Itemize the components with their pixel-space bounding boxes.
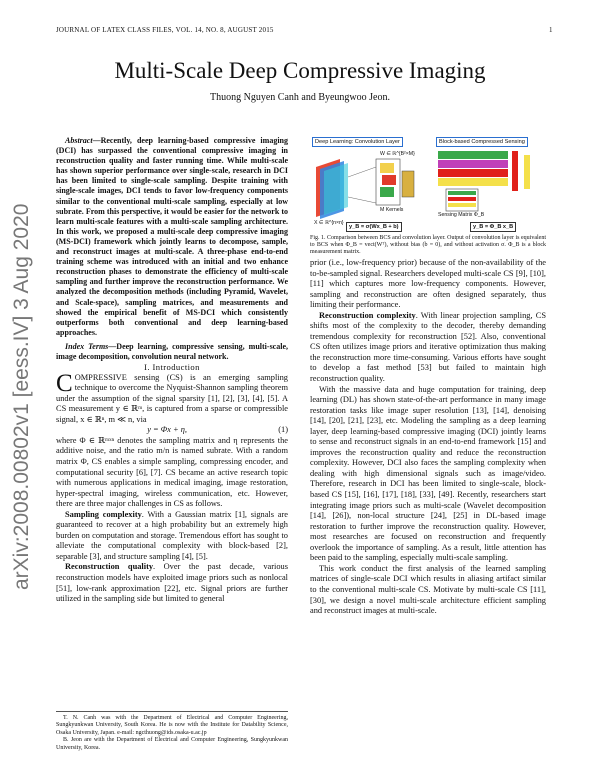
intro-paragraph-1-text: OMPRESSIVE sensing (CS) is an emerging sampling technique to overcome the Nyquist-Shannon sampling theorem under the assumption of the signal sparsity [1], [2], [3], [4], [5]. A CS measurement y ∈ ℝᵐ, is captured from a sparse or compressible signal, x ∈ ℝⁿ, m ≪ n, via: [56, 372, 288, 424]
reconstruction-complexity-label: Reconstruction complexity: [319, 310, 416, 320]
right-paragraph-2: [310, 311, 546, 385]
arxiv-watermark: arXiv:2008.00802v1 [eess.IV] 3 Aug 2020: [10, 203, 33, 590]
signal-vector: [524, 155, 530, 189]
section-heading-introduction: I. Introduction: [144, 362, 200, 373]
right-column: [310, 258, 546, 617]
figure-right-title: Block-based Compressed Sensing: [436, 137, 528, 147]
conv-equation: y_B = σ(Wx_B + b): [346, 222, 402, 232]
intro-paragraph-1: [56, 369, 288, 426]
input-image-highlight: [324, 163, 348, 215]
page-number: 1: [549, 26, 553, 34]
figure-1: [310, 137, 550, 232]
sensing-row: [448, 191, 476, 195]
intro-paragraph-3-text: . With a Gaussian matrix [1], signals are guaranteed to recover at a high probability but an extremely high burden on computation and storage. Tremendous effort has sought to alleviate the computational complexity with block-based [2], separable [3], and structure sampling [4], [5].: [56, 509, 288, 561]
dropcap-letter: C: [56, 369, 73, 397]
abstract: [56, 136, 288, 338]
index-terms-text: —Deep learning, compressive sensing, multi-scale, image decomposition, convolution neural network.: [56, 341, 289, 361]
footnote: [56, 711, 288, 752]
right-paragraph-4: This work conduct the first analysis of the learned sampling matrices of single-scale DCI which results in aliasing artifact similar to the conventional multi-scale CS. Motivate by multi-scale CS [11], [30], we design a novel multi-scale architecture efficient sampling and reconstruct images at multi-scale.: [310, 563, 546, 616]
figure-left-title: Deep Learning: Convolution Layer: [312, 137, 403, 147]
grid-row-magenta: [438, 160, 508, 168]
sampling-complexity-label: Sampling complexity: [65, 509, 142, 519]
paper-title: Multi-Scale Deep Compressive Imaging: [114, 58, 486, 83]
grid-row-green: [438, 151, 508, 159]
kernel: [382, 175, 396, 185]
measurement-grid: [438, 151, 508, 186]
projection-line: [348, 167, 376, 177]
abstract-label: Abstract: [65, 136, 93, 145]
right-paragraph-3: With the massive data and huge computation for training, deep learning (DL) has shown state-of-the-art performance in many image restoration tasks like image super resolution [13], [14], denoising [14], [20], [21], [23], etc. Modeling the sampling as a deep learning layer, deep learning-based compressive imaging (DCI) jointly learns to sense and reconstruct signals in an end-to-end framework [15] and improves the reconstruction quality and reduce the reconstruction complexity. However, DCI also faces the sampling complexity when dealing with high dimensional signals such as image/video. Therefore, research in DCI has been limited to single-scale, block-based CS [15], [16], [17], [18], [33], [49]. Recently, researchers start integrating image priors such as multi-scale (Wavelet decomposition [14], [26]), non-local structure [24], [25] in DL-based image restoration to further improve the reconstruction quality. However, most researches are focused on reconstruction and frequently overlook the importance of sampling. As a result, little attention has been paid to the sampling, especially multi-scale sampling.: [310, 384, 546, 563]
equation-number: (1): [278, 425, 288, 435]
feature-map: [402, 171, 414, 197]
measurement-vector: [512, 151, 518, 191]
grid-row-yellow: [438, 178, 508, 186]
left-column: [56, 136, 288, 605]
index-terms-label: Index Terms: [65, 341, 109, 351]
weight-label: W ∈ ℝ^{B²×M}: [380, 151, 415, 157]
input-label: X ∈ ℝ^{n×n}: [314, 220, 344, 226]
abstract-text: —Recently, deep learning-based compressive imaging (DCI) has surpassed the conventional compressive imaging in reconstruction quality and faster running time. While multi-scale has shown superior performance over single-scale, research in DCI has been limited to single-scale sampling. Despite training with single-scale images, DCI tends to favor low-frequency components similar to the conventional multi-scale sampling, especially at low subrate. From this perspective, it would be easier for the network to learn multi-scale features with a multi-scale sampling architecture. In this work, we proposed a multi-scale deep compressive imaging (MS-DCI) framework which jointly learns to decompose, sample, and reconstruct images at multi-scale. A three-phase end-to-end training scheme was introduced with an initial and two enhance reconstruction phases to demonstrate the efficiency of multi-scale sampling and further improve the reconstruction performance. We analyzed the decomposition methods (including Pyramid, Wavelet, and Scale-space), sampling matrices, and measurements and showed the empirical benefit of MS-DCI which consistently outperforms both conventional and deep learning-based approaches.: [56, 136, 288, 337]
reconstruction-quality-label: Reconstruction quality: [65, 562, 154, 572]
index-terms: [56, 342, 288, 362]
bcs-equation: y_B = Φ_B x_B: [470, 222, 516, 232]
figure-graphic: [310, 137, 550, 232]
equation-body: y = Φx + η,: [147, 425, 187, 435]
footnote-affiliation-2: B. Jeon are with the Department of Electrical and Computer Engineering, Sungkyunkwan University, Korea.: [56, 737, 288, 751]
m-kernels-label: M Kernels: [380, 207, 404, 213]
kernel: [380, 187, 394, 197]
figure-caption: Fig. 1. Comparison between BCS and convolution layer. Output of convolution layer is equivalent to BCS when Φ_B = vect(Wᵀ), without bias (b = 0), and without activation σ. Φ_B is a block measurement matrix.: [310, 235, 546, 256]
sensing-matrix-label: Sensing Matrix Φ_B: [438, 212, 485, 218]
footnote-affiliation-1: T. N. Canh was with the Department of Electrical and Computer Engineering, Sungkyunkwan University, South Korea. He is now with the Institute for Datability Science, Osaka University, Japan. e-mail: ngcthuong@ids.osaka-u.ac.jp: [56, 715, 288, 736]
paper-authors: Thuong Nguyen Canh and Byeungwoo Jeon.: [210, 92, 390, 103]
intro-paragraph-4: [56, 562, 288, 604]
sensing-row: [448, 203, 476, 207]
grid-row-red: [438, 169, 508, 177]
right-paragraph-1: prior (i.e., low-frequency prior) because of the non-availability of the to-be-sampled signal. Researchers developed multi-scale CS [9], [10], [11] which captures more low-frequency components. However, sampling and reconstruction are often designed separately, thus limiting their performance.: [310, 258, 546, 310]
intro-paragraph-2: where Φ ∈ ℝᵐˣⁿ denotes the sampling matrix and η represents the additive noise, and the ratio m/n is named subrate. With a random matrix Φ, CS enables a simple sampling, compressing encoder, and computational security [6], [7]. CS became an active research topic with numerous applications in medical imaging, image restoration, hyper-spectral imaging, wireless communication, etc. However, there are three major challenges in CS as follows.: [56, 435, 288, 509]
intro-paragraph-4-text: . Over the past decade, various reconstruction models have exploited image priors such as nonlocal [51], low-rank approximation [22], etc. Signal priors are further utilized in the sampling side but limited to general: [56, 562, 288, 604]
right-paragraph-2-text: . With linear projection sampling, CS shifts most of the complexity to the decoder, thereby demanding tremendous complexity for reconstruction [52]. Also, conventional CS often utilizes image priors and iterative optimization thus making the reconstruction more time-consuming. Various efforts have sought to develop a fast method [53] but failed to maintain high reconstruction quality.: [310, 310, 546, 384]
intro-paragraph-3: [56, 510, 288, 563]
projection-line: [348, 197, 376, 203]
equation-1: [56, 425, 288, 436]
running-header: JOURNAL OF LATEX CLASS FILES, VOL. 14, NO. 8, AUGUST 2015: [56, 26, 274, 34]
kernel: [380, 163, 394, 173]
sensing-row: [448, 197, 476, 201]
